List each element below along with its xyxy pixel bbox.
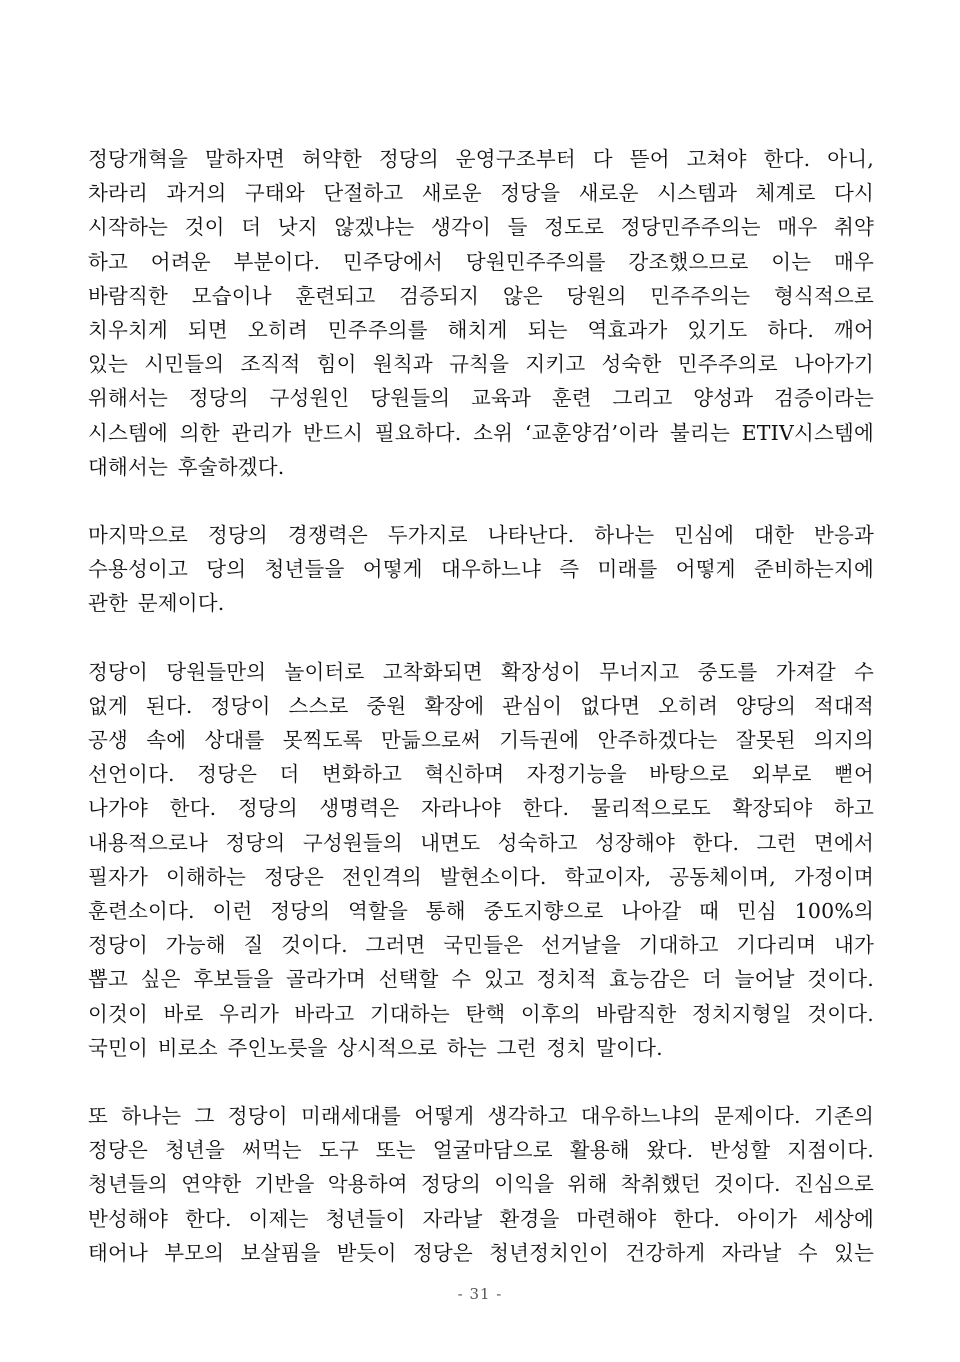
- text-line: 수용성이고 당의 청년들을 어떻게 대우하느냐 즉 미래를 어떻게 준비하는지에: [88, 557, 874, 582]
- text-line: 대해서는 후술하겠다.: [88, 454, 285, 479]
- text-line: 훈련소이다. 이런 정당의 역할을 통해 중도지향으로 나아갈 때 민심 100%의: [88, 899, 874, 924]
- text-line: 나가야 한다. 정당의 생명력은 자라나야 한다. 물리적으로도 확장되야 하고: [88, 796, 874, 821]
- body-text: [88, 142, 874, 1304]
- text-line: 치우치게 되면 오히려 민주주의를 해치게 되는 역효과가 있기도 하다. 깨어: [88, 318, 874, 343]
- text-line: 공생 속에 상대를 못찍도록 만듦으로써 기득권에 안주하겠다는 잘못된 의지의: [88, 728, 874, 753]
- text-line: 시작하는 것이 더 낫지 않겠냐는 생각이 들 정도로 정당민주주의는 매우 취약: [88, 215, 874, 240]
- text-line: 관한 문제이다.: [88, 591, 225, 616]
- text-line: 국민이 비로소 주인노릇을 상시적으로 하는 그런 정치 말이다.: [88, 1035, 663, 1060]
- text-line: 이것이 바로 우리가 바라고 기대하는 탄핵 이후의 바람직한 정치지형일 것이다.: [88, 1001, 874, 1026]
- text-line: 바람직한 모습이나 훈련되고 검증되지 않은 당원의 민주주의는 형식적으로: [88, 283, 874, 308]
- text-line: 시스템에 의한 관리가 반드시 필요하다. 소위 ‘교훈양검’이라 불리는 ETIV시스템에: [88, 420, 874, 445]
- text-line: 있는 시민들의 조직적 힘이 원칙과 규칙을 지키고 성숙한 민주주의로 나아가기: [88, 352, 874, 377]
- text-line: 하고 어려운 부분이다. 민주당에서 당원민주주의를 강조했으므로 이는 매우: [88, 249, 874, 274]
- text-line: 필자가 이해하는 정당은 전인격의 발현소이다. 학교이자, 공동체이며, 가정이며: [88, 864, 874, 889]
- text-line: 내용적으로나 정당의 구성원들의 내면도 성숙하고 성장해야 한다. 그런 면에서: [88, 830, 874, 855]
- text-line: 반성해야 한다. 이제는 청년들이 자라날 환경을 마련해야 한다. 아이가 세상에: [88, 1206, 874, 1231]
- text-line: 청년들의 연약한 기반을 악용하여 정당의 이익을 위해 착취했던 것이다. 진심으로: [88, 1172, 874, 1197]
- text-line: 정당이 당원들만의 놀이터로 고착화되면 확장성이 무너지고 중도를 가져갈 수: [88, 659, 874, 684]
- paragraph-3: [88, 655, 874, 1065]
- paragraph-2: [88, 518, 874, 621]
- text-line: 뽑고 싶은 후보들을 골라가며 선택할 수 있고 정치적 효능감은 더 늘어날 것이다.: [88, 967, 874, 992]
- text-line: 정당이 가능해 질 것이다. 그러면 국민들은 선거날을 기대하고 기다리며 내가: [88, 933, 874, 958]
- text-line: 위해서는 정당의 구성원인 당원들의 교육과 훈련 그리고 양성과 검증이라는: [88, 386, 874, 411]
- page-number: - 31 -: [457, 1285, 503, 1303]
- text-line: 정당개혁을 말하자면 허약한 정당의 운영구조부터 다 뜯어 고쳐야 한다. 아니,: [88, 147, 874, 171]
- paragraph-1: [88, 142, 874, 484]
- text-line: 마지막으로 정당의 경쟁력은 두가지로 나타난다. 하나는 민심에 대한 반응과: [88, 523, 874, 548]
- text-line: 없게 된다. 정당이 스스로 중원 확장에 관심이 없다면 오히려 양당의 적대적: [88, 693, 874, 718]
- paragraph-4: [88, 1099, 874, 1270]
- text-line: 선언이다. 정당은 더 변화하고 혁신하며 자정기능을 바탕으로 외부로 뻗어: [88, 762, 874, 787]
- text-line: 정당은 청년을 써먹는 도구 또는 얼굴마담으로 활용해 왔다. 반성할 지점이다.: [88, 1138, 874, 1163]
- text-line: 또 하나는 그 정당이 미래세대를 어떻게 생각하고 대우하느냐의 문제이다. 기존의: [88, 1104, 874, 1129]
- text-line: 태어나 부모의 보살핌을 받듯이 정당은 청년정치인이 건강하게 자라날 수 있는: [88, 1240, 874, 1265]
- text-line: 차라리 과거의 구태와 단절하고 새로운 정당을 새로운 시스템과 체계로 다시: [88, 181, 874, 206]
